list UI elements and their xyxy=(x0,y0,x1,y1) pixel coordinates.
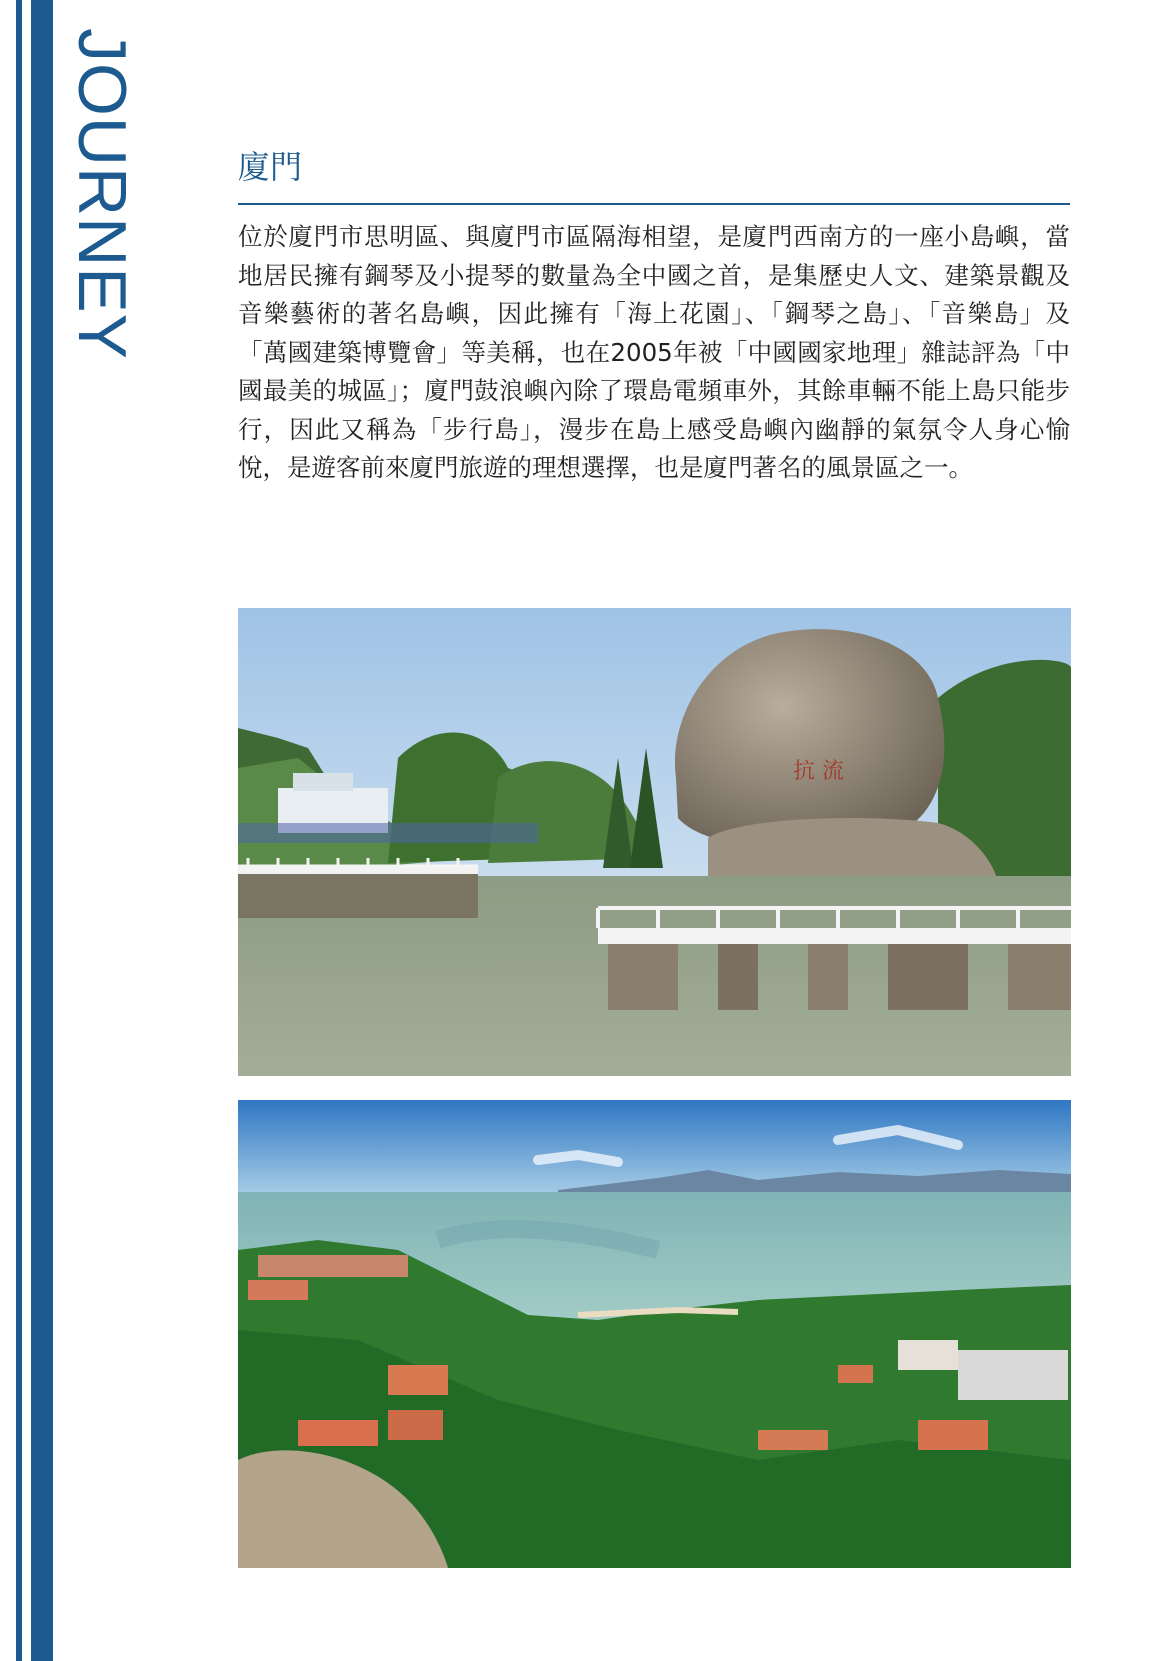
sidebar-word: JOURNEY xyxy=(64,28,140,360)
island-aerial-photo xyxy=(238,1100,1071,1568)
sidebar-vertical-title xyxy=(62,28,142,428)
rock-walkway-photo xyxy=(238,608,1071,1076)
section-body: 位於廈門市思明區、與廈門市區隔海相望，是廈門西南方的一座小島嶼，當地居民擁有鋼琴及小提琴的數量為全中國之首，是集歷史人文、建築景觀及音樂藝術的著名島嶼，因此擁有「海上花園」、「鋼琴之島」、「音樂島」及「萬國建築博覽會」等美稱，也在2005年被「中國國家地理」雜誌評為「中國最美的城區」；廈門鼓浪嶼內除了環島電頻車外，其餘車輛不能上島只能步行，因此又稱為「步行島」，漫步在島上感受島嶼內幽靜的氣氛令人身心愉悅，是遊客前來廈門旅遊的理想選擇，也是廈門著名的風景區之一。 xyxy=(238,222,1070,482)
sidebar-stripe-thin xyxy=(16,0,22,1661)
section-title: 廈門 xyxy=(238,148,303,186)
title-divider xyxy=(238,203,1070,205)
sidebar-stripe-wide xyxy=(31,0,53,1661)
svg-text:抗 流: 抗 流 xyxy=(793,759,844,784)
